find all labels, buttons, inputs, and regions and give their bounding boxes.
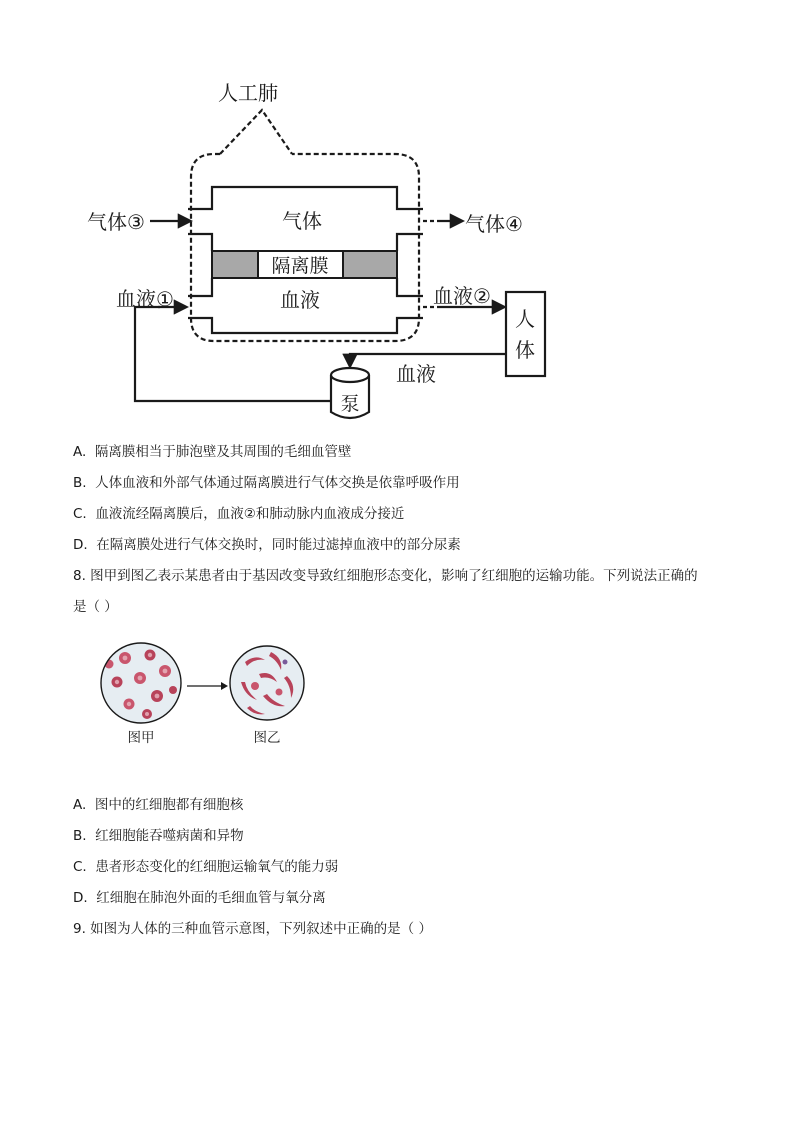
q8-option-d-letter: D. [73,890,88,906]
gas-in-label: 气体③ [87,210,145,234]
q8-option-b-letter: B. [73,828,87,844]
figure-b-micrograph [230,646,304,720]
q8-option-b [73,827,244,845]
q8-option-c-text: 患者形态变化的红细胞运输氧气的能力弱 [95,859,339,875]
q8-option-a-letter: A. [73,797,87,813]
gas-out-label: 气体④ [465,212,523,236]
artificial-lung-diagram [0,0,794,420]
gas-chamber-label: 气体 [282,209,322,233]
q8-option-b-text: 红细胞能吞噬病菌和异物 [95,828,244,844]
q7-option-a [73,443,351,461]
title-label: 人工肺 [218,81,278,105]
q7-option-c [73,505,404,523]
figure-a-caption: 图甲 [127,730,155,746]
q7-option-b [73,474,460,492]
return-blood-label: 血液 [396,362,436,386]
q8-option-a [73,796,243,814]
figure-a-micrograph [101,643,181,723]
q8-stem-line1: 8. 图甲到图乙表示某患者由于基因改变导致红细胞形态变化，影响了红细胞的运输功能。下列说法正确的 [73,568,698,584]
body-box [506,292,545,376]
q7-option-b-text: 人体血液和外部气体通过隔离膜进行气体交换是依靠呼吸作用 [95,475,460,491]
q7-option-a-letter: A. [73,444,87,460]
q7-option-d-letter: D. [73,537,88,553]
blood-out-label: 血液② [433,284,491,308]
rbc-figure [95,638,305,750]
blood-in-label: 血液① [116,287,174,311]
q8-option-c [73,858,338,876]
gas-chamber-top [188,187,423,209]
title-pointer-line [220,110,292,154]
q7-option-b-letter: B. [73,475,87,491]
q8-stem-line2: 是（ ） [73,599,118,615]
membrane-label: 隔离膜 [271,255,329,277]
blood-chamber-label: 血液 [280,288,320,312]
q8-option-d-text: 红细胞在肺泡外面的毛细血管与氧分离 [96,890,326,906]
q7-option-c-letter: C. [73,506,87,522]
q8-option-a-text: 图中的红细胞都有细胞核 [94,797,244,813]
blood-chamber-bottom [188,318,423,333]
figure-arrowhead [221,682,228,690]
body-label-char1: 人 [515,307,535,331]
q8-option-d [73,889,326,907]
body-label-char2: 体 [515,338,535,362]
figure-b-caption: 图乙 [253,730,281,746]
q7-option-d [73,536,461,554]
q7-option-a-text: 隔离膜相当于肺泡壁及其周围的毛细血管壁 [94,444,352,460]
lung-dashed-boundary [191,154,419,341]
q7-option-c-text: 血液流经隔离膜后，血液②和肺动脉内血液成分接近 [95,506,405,522]
q7-option-d-text: 在隔离膜处进行气体交换时，同时能过滤掉血液中的部分尿素 [96,537,461,553]
blood-return-loop [135,307,334,401]
pump-label: 泵 [340,393,360,415]
q8-option-c-letter: C. [73,859,87,875]
q9-stem-line1: 9. 如图为人体的三种血管示意图，下列叙述中正确的是（ ） [73,921,432,937]
